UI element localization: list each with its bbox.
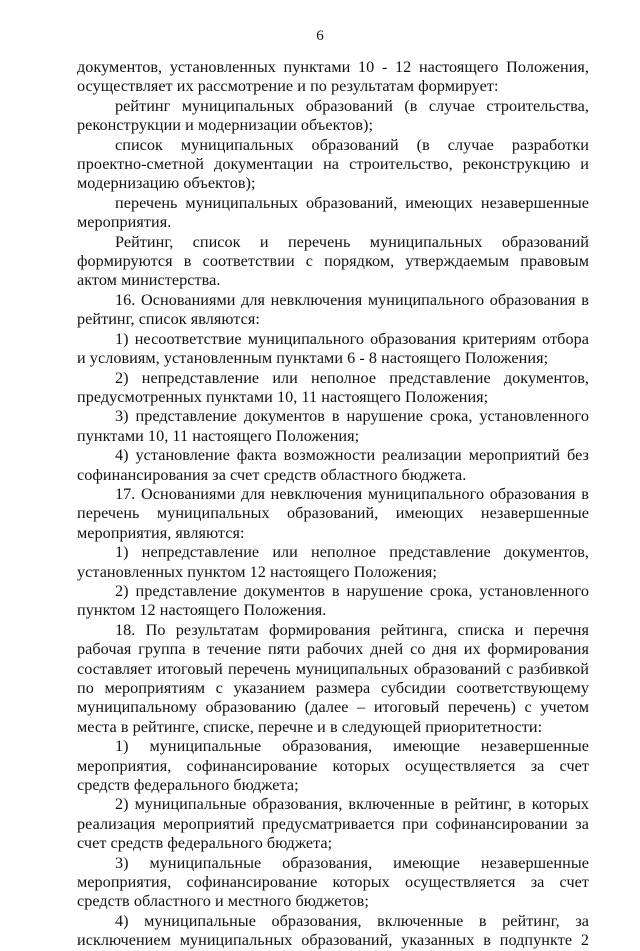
paragraph: 1) несоответствие муниципального образования критериям отбора и условиям, установленным пунктами 6 - 8 настоящего Положения; xyxy=(77,329,589,368)
paragraph: 2) непредставление или неполное представление документов, предусмотренных пунктами 10, 11 настоящего Положения; xyxy=(77,368,589,406)
paragraph: рейтинг муниципальных образований (в случае строительства, реконструкции и модернизации объектов); xyxy=(77,96,589,135)
paragraph: документов, установленных пунктами 10 - 12 настоящего Положения, осуществляет их рассмотрение и по результатам формирует: xyxy=(77,58,589,96)
paragraph: 2) муниципальные образования, включенные в рейтинг, в которых реализация мероприятий предусматривается при софинансировании за счет средств федерального бюджета; xyxy=(77,795,589,853)
paragraph: 16. Основаниями для невключения муниципального образования в рейтинг, список являются: xyxy=(77,290,589,329)
paragraph: 4) установление факта возможности реализации мероприятий без софинансирования за счет средств областного бюджета. xyxy=(77,446,589,484)
page-number: 6 xyxy=(316,28,324,44)
paragraph: 18. По результатам формирования рейтинга, списка и перечня рабочая группа в течение пяти рабочих дней со дня их формирования составляет итоговый перечень муниципальных образований с разбивкой по мероприятиям с указанием размера субсидии соответствующему муниципальному образованию (далее – итоговый перечень) с учетом места в рейтинге, списке, перечне и в следующей приоритетности: xyxy=(77,620,589,736)
document-body xyxy=(77,58,589,951)
paragraph: 2) представление документов в нарушение срока, установленного пунктом 12 настоящего Положения. xyxy=(77,581,589,620)
paragraph: 4) муниципальные образования, включенные в рейтинг, за исключением муниципальных образований, указанных в подпункте 2 xyxy=(77,911,589,950)
paragraph: 3) муниципальные образования, имеющие незавершенные мероприятия, софинансирование которых осуществляется за счет средств областного и местного бюджетов; xyxy=(77,853,589,911)
paragraph: перечень муниципальных образований, имеющих незавершенные мероприятия. xyxy=(77,193,589,232)
paragraph: 17. Основаниями для невключения муниципального образования в перечень муниципальных образований, имеющих незавершенные мероприятия, являются: xyxy=(77,484,589,542)
paragraph: список муниципальных образований (в случае разработки проектно-сметной документации на строительство, реконструкцию и модернизацию объектов); xyxy=(77,135,589,193)
paragraph: 3) представление документов в нарушение срока, установленного пунктами 10, 11 настоящего Положения; xyxy=(77,407,589,445)
paragraph: 1) непредставление или неполное представление документов, установленных пунктом 12 настоящего Положения; xyxy=(77,543,589,581)
paragraph: Рейтинг, список и перечень муниципальных образований формируются в соответствии с порядком, утверждаемым правовым актом министерства. xyxy=(77,232,589,290)
paragraph: 1) муниципальные образования, имеющие незавершенные мероприятия, софинансирование которых осуществляется за счет средств федерального бюджета; xyxy=(77,737,589,795)
